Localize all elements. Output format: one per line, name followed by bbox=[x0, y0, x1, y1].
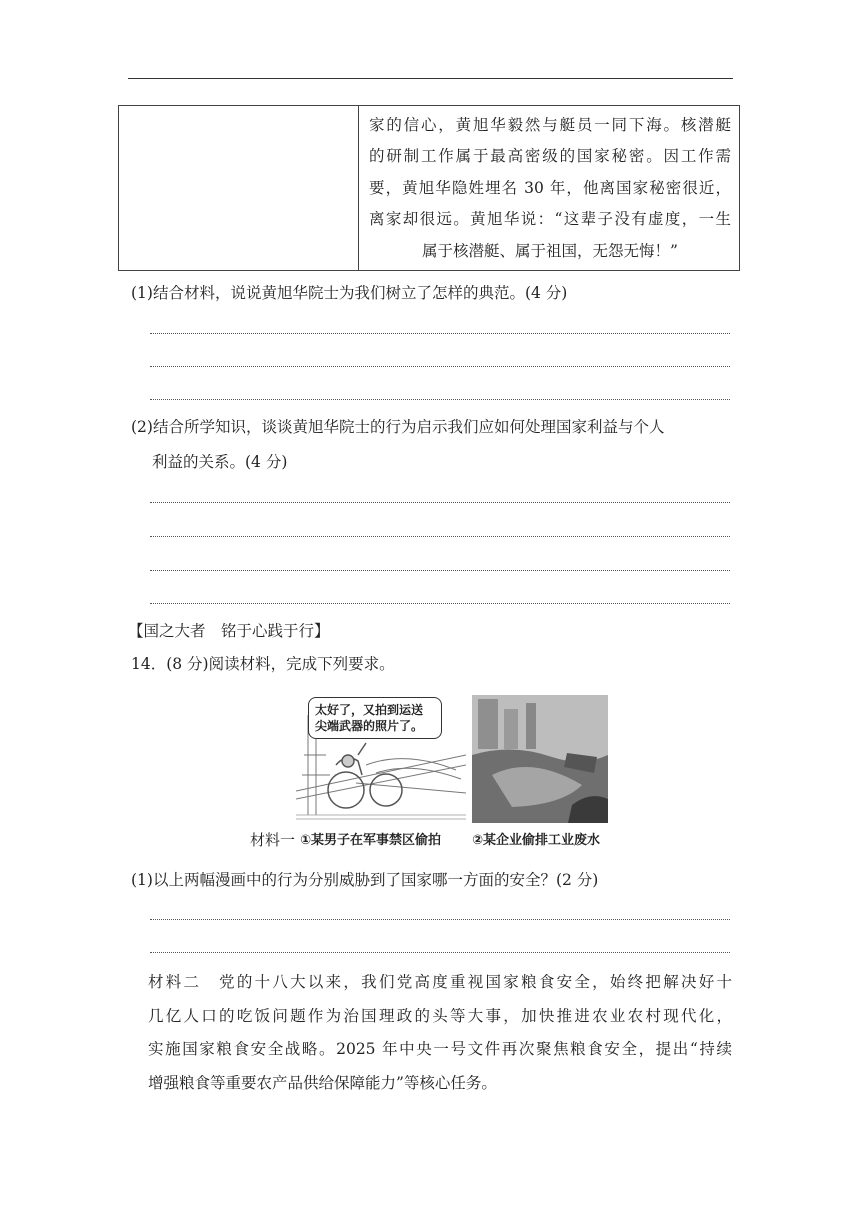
material-2-paragraph bbox=[148, 966, 732, 1100]
figure-caption-1: ①某男子在军事禁区偷拍 bbox=[300, 833, 442, 848]
speech-bubble bbox=[308, 697, 442, 739]
material-2-line: 增强粮食等重要农产品供给保障能力”等核心任务。 bbox=[148, 1073, 497, 1092]
question-13-2-line2: 利益的关系。(4 分) bbox=[152, 453, 288, 471]
bubble-text-line: 尖端武器的照片了。 bbox=[315, 719, 424, 733]
figure-caption-2: ②某企业偷排工业废水 bbox=[472, 833, 601, 848]
question-14: 14．(8 分)阅读材料，完成下列要求。 bbox=[131, 655, 395, 673]
question-13-2-line1: (2)结合所学知识，谈谈黄旭华院士的行为启示我们应如何处理国家利益与个人 bbox=[131, 418, 665, 436]
material-2-line: 几亿人口的吃饭问题作为治国理政的头等大事，加快推进农业农村现代化， bbox=[148, 1006, 732, 1025]
table-text-line: 家的信心，黄旭华毅然与艇员一同下海。核潜艇 bbox=[369, 116, 731, 134]
material-1-figure bbox=[244, 695, 614, 850]
table-left-cell bbox=[119, 106, 359, 270]
question-14-1: (1)以上两幅漫画中的行为分别威胁到了国家哪一方面的安全？(2 分) bbox=[131, 871, 599, 889]
answer-line[interactable] bbox=[150, 952, 730, 953]
answer-line[interactable] bbox=[150, 570, 730, 571]
table-text-line: 属于核潜艇、属于祖国，无怨无悔！” bbox=[422, 241, 678, 260]
material-table bbox=[118, 105, 740, 271]
cartoon-factory-waste bbox=[472, 695, 608, 823]
answer-line[interactable] bbox=[150, 399, 730, 400]
answer-line[interactable] bbox=[150, 536, 730, 537]
answer-line[interactable] bbox=[150, 366, 730, 367]
figure-caption-material: 材料一 bbox=[250, 831, 296, 849]
table-right-cell bbox=[359, 106, 739, 270]
answer-line[interactable] bbox=[150, 502, 730, 503]
table-text-line: 要，黄旭华隐姓埋名 30 年，他离国家秘密很近， bbox=[369, 178, 731, 197]
answer-line[interactable] bbox=[150, 919, 730, 920]
section-heading: 【国之大者 铭于心践于行】 bbox=[128, 622, 330, 640]
material-2-line: 材料二 党的十八大以来，我们党高度重视国家粮食安全，始终把解决好十 bbox=[148, 973, 732, 991]
material-2-line: 实施国家粮食安全战略。2025 年中央一号文件再次聚焦粮食安全，提出“持续 bbox=[148, 1040, 732, 1058]
table-text-line: 的研制工作属于最高密级的国家秘密。因工作需 bbox=[369, 147, 731, 166]
bubble-text-line: 太好了，又拍到运送 bbox=[315, 703, 424, 717]
table-text-line: 离家却很远。黄旭华说：“这辈子没有虚度，一生 bbox=[369, 210, 731, 229]
header-rule bbox=[128, 78, 733, 79]
question-13-1: (1)结合材料，说说黄旭华院士为我们树立了怎样的典范。(4 分) bbox=[131, 284, 568, 302]
answer-line[interactable] bbox=[150, 333, 730, 334]
answer-line[interactable] bbox=[150, 603, 730, 604]
